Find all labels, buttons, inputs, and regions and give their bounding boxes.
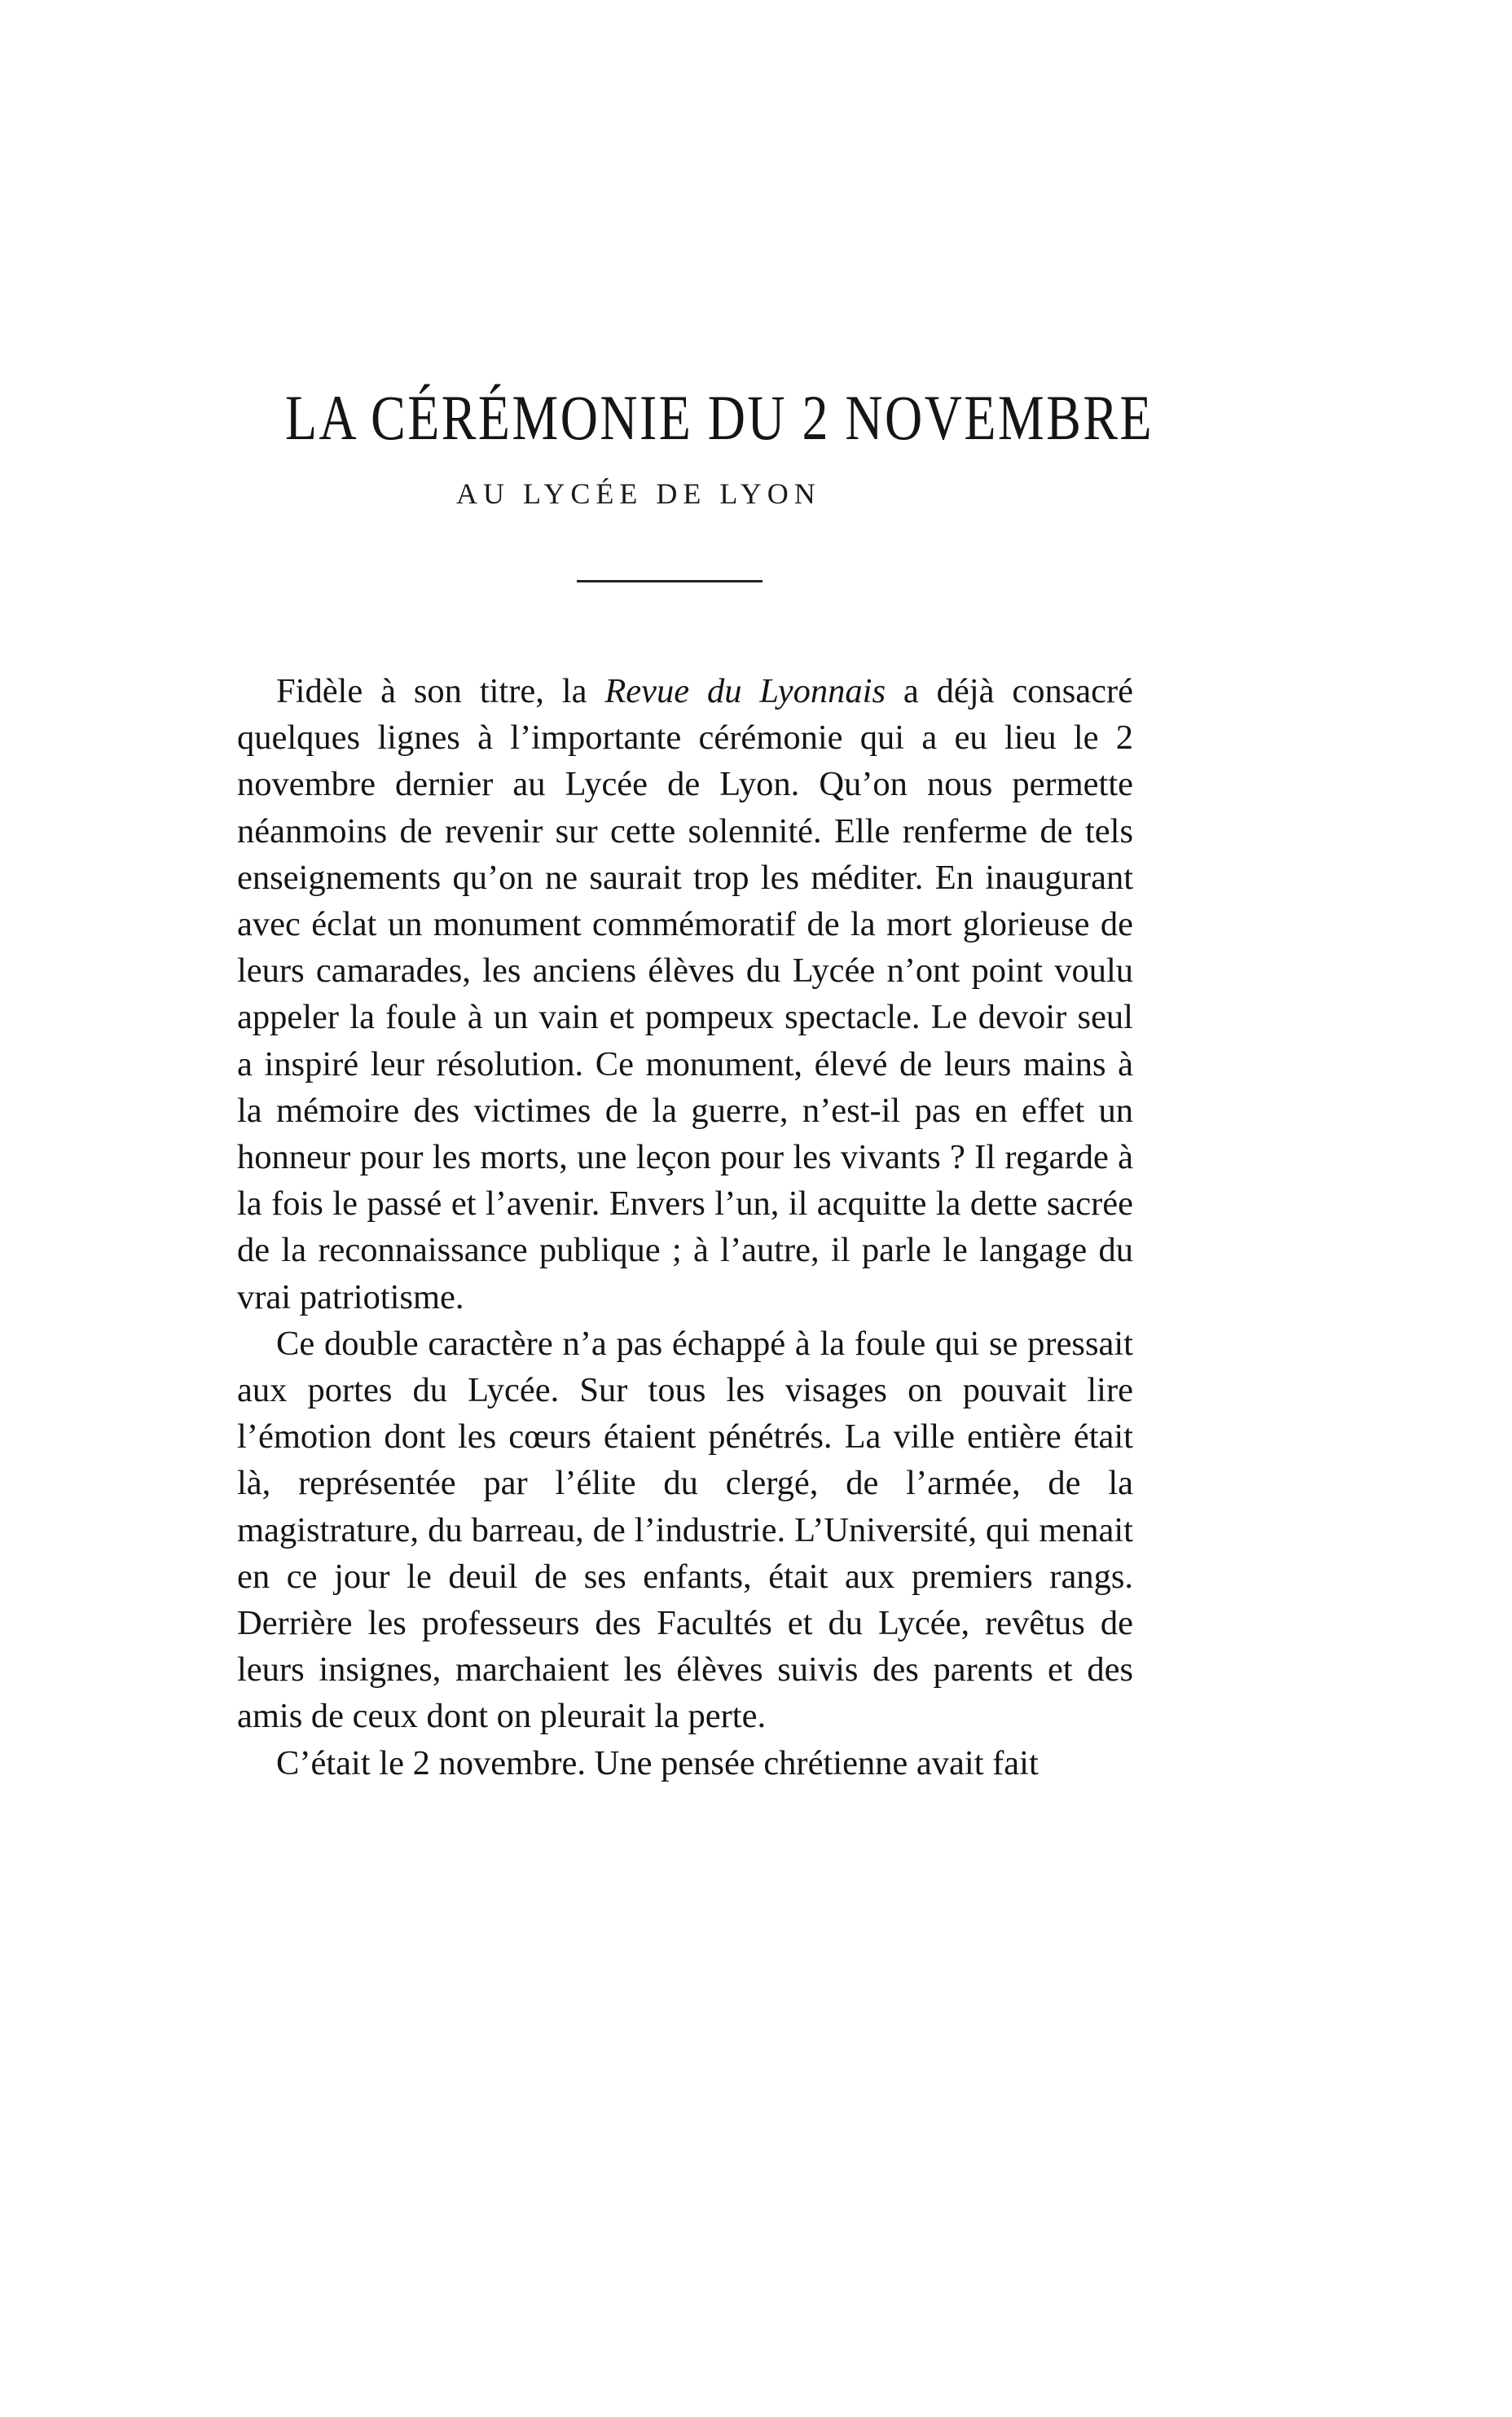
- journal-title: Revue du Lyonnais: [604, 672, 886, 710]
- paragraph-3: C’était le 2 novembre. Une pensée chrétienne avait fait: [276, 1743, 1039, 1782]
- title-divider: [577, 580, 763, 582]
- page-title: LA CÉRÉMONIE DU 2 NOVEMBRE: [285, 382, 1154, 453]
- paragraph-1-start: Fidèle à son titre, la: [276, 672, 605, 710]
- article-body: [237, 668, 1133, 1786]
- page-subtitle: AU LYCÉE DE LYON: [456, 477, 821, 510]
- paragraph-1-rest: a déjà consacré quelques lignes à l’importante cérémonie qui a eu lieu le 2 novembre dernier au Lycée de Lyon. Qu’on nous permette néanmoins de revenir sur cette solennité. Elle renferme de tels enseignements qu’on ne saurait trop les méditer. En inaugurant avec éclat un monument commémoratif de la mort glorieuse de leurs camarades, les anciens élèves du Lycée n’ont point voulu appeler la foule à un vain et pompeux spectacle. Le devoir seul a inspiré leur résolution. Ce monument, élevé de leurs mains à la mémoire des victimes de la guerre, n’est-il pas en effet un honneur pour les morts, une leçon pour les vivants ? Il regarde à la fois le passé et l’avenir. Envers l’un, il acquitte la dette sacrée de la reconnaissance publique ; à l’autre, il parle le langage du vrai patriotisme.: [237, 672, 1133, 1316]
- paragraph-2: Ce double caractère n’a pas échappé à la foule qui se pressait aux portes du Lycée. Sur tous les visages on pouvait lire l’émotion dont les cœurs étaient pénétrés. La ville entière était là, représentée par l’élite du clergé, de l’armée, de la magistrature, du barreau, de l’industrie. L’Université, qui menait en ce jour le deuil de ses enfants, était aux premiers rangs. Derrière les professeurs des Facultés et du Lycée, revêtus de leurs insignes, marchaient les élèves suivis des parents et des amis de ceux dont on pleurait la perte.: [237, 1324, 1133, 1736]
- paragraph-1: [237, 668, 1133, 1321]
